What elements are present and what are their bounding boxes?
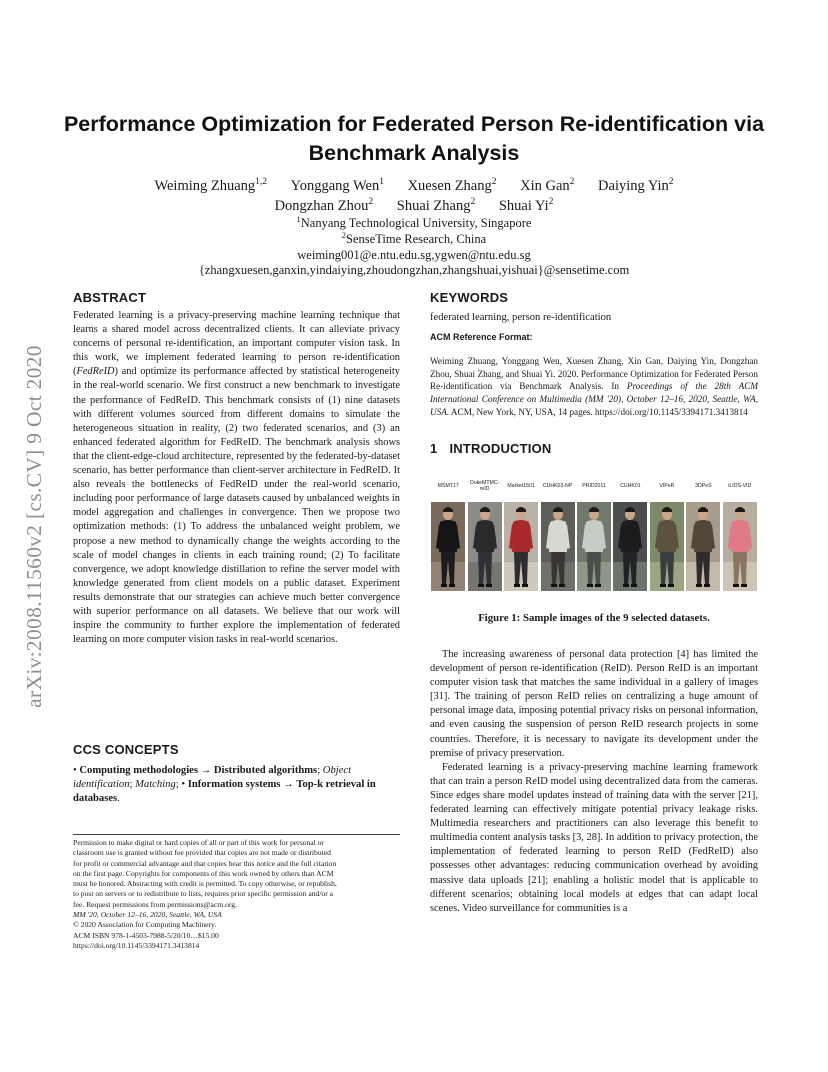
affiliations	[60, 213, 768, 279]
email-line: weiming001@e.ntu.edu.sg,ygwen@ntu.edu.sg	[297, 247, 531, 262]
figure-dataset-label: CUHK03-NP	[542, 483, 573, 489]
introduction-body	[430, 648, 758, 916]
figure-sample-image	[577, 502, 611, 591]
acm-reference-heading: ACM Reference Format:	[430, 332, 533, 342]
ccs-heading: CCS CONCEPTS	[73, 742, 179, 757]
author-row-1	[60, 176, 768, 196]
figure-dataset-label: VIPeR	[659, 483, 675, 489]
affiliation: $^1$Nanyang Technological University, Singapore	[296, 213, 532, 230]
figure-dataset-label: DukeMTMC-reID	[469, 480, 500, 492]
keywords-text: federated learning, person re-identification	[430, 312, 612, 323]
figure-sample-image	[541, 502, 575, 591]
author: Dongzhan Zhou$^2$	[274, 197, 374, 214]
figure-dataset-labels	[430, 480, 758, 499]
author: Shuai Zhang$^2$	[396, 197, 476, 214]
acm-reference-text: Weiming Zhuang, Yonggang Wen, Xuesen Zhang, Xin Gan, Daiying Yin, Dongzhan Zhou, Shuai Zhang, and Shuai Yi. 2020. Performance Optimization for Federated Person Re-identification via Benchmark Analysis. In Proceedings of the 28th ACM International Conference on Multimedia (MM '20), October 12–16, 2020, Seattle, WA, USA. ACM, New York, NY, USA, 14 pages. https://doi.org/10.1145/3394171.3413814	[430, 356, 759, 417]
author: Xuesen Zhang$^2$	[407, 177, 497, 194]
author: Shuai Yi$^2$	[498, 197, 554, 214]
intro-paragraph: The increasing awareness of personal data protection [4] has limited the development of person re-identification (ReID). Person ReID is an important computer vision task that matches the same individual in a gallery of images [31]. The training of person ReID relies on centralizing a huge amount of personal image data, imposing potential privacy risks on personal information, and even causing the suspension of person ReID research projects in some countries. Therefore, it is necessary to navigate its development under the premise of privacy preservation.	[430, 649, 758, 759]
figure-1	[430, 480, 758, 593]
figure-sample-image	[650, 502, 684, 591]
arxiv-stamp-text: arXiv:2008.11560v2 [cs.CV] 9 Oct 2020	[21, 344, 46, 708]
author-row-2	[60, 196, 768, 216]
figure-dataset-label: 3DPeS	[695, 483, 712, 489]
keywords-heading: KEYWORDS	[430, 290, 509, 305]
introduction-heading: 1 INTRODUCTION	[430, 441, 552, 456]
figure-caption: Figure 1: Sample images of the 9 selected datasets.	[478, 612, 710, 624]
author: Weiming Zhuang$^{1,2}$	[154, 177, 268, 194]
figure-sample-image	[504, 502, 538, 591]
abstract-heading: ABSTRACT	[73, 290, 147, 305]
figure-sample-image	[468, 502, 502, 591]
doi-link[interactable]: https://doi.org/10.1145/3394171.3413814	[73, 940, 200, 950]
author: Xin Gan$^2$	[520, 177, 575, 194]
author: Yonggang Wen$^1$	[290, 177, 384, 194]
arxiv-stamp	[4, 295, 64, 757]
figure-sample-image	[723, 502, 757, 591]
figure-dataset-label: Market1501	[507, 483, 535, 489]
figure-dataset-label: CUHK01	[620, 483, 641, 489]
permission-footnote: Permission to make digital or hard copies of all or part of this work for personal or classroom use is granted without fee provided that copies are not made or distributed for profit or commercial advantage and that copies bear this notice and the full citation on the first page. Copyrights for components of this work owned by others than ACM must be honored. Abstracting with credit is permitted. To copy otherwise, or republish, to post on servers or to redistribute to lists, requires prior specific permission and/or a fee. Request permissions from permissions@acm.org. MM '20, October 12–16, 2020, Seattle, WA, USA © 2020 Association for Computing Machinery. ACM ISBN 978-1-4503-7988-5/20/10…$15.00 https://doi.org/10.1145/3394171.3413814	[73, 838, 400, 951]
author: Daiying Yin$^2$	[598, 177, 674, 194]
ccs-concepts: • Computing methodologies → Distributed algorithms; Object identification; Matching; • Information systems → Top-k retrieval in databases.	[73, 765, 376, 805]
figure-sample-image	[686, 502, 720, 591]
figure-dataset-label: PRID2011	[582, 483, 606, 489]
abstract-body: Federated learning is a privacy-preserving machine learning technique that learns a shared model across decentralized clients. It can alleviate privacy concerns of personal re-identification, an important computer vision task. In this work, we implement federated learning to person re-identification (FedReID) and optimize its performance affected by statistical heterogeneity in the real-world scenario. We first construct a new benchmark to investigate the performance of FedReID. This benchmark consists of (1) nine datasets with different volumes sourced from different domains to simulate the heterogeneous situation in reality, (2) two federated scenarios, and (3) an enhanced federated algorithm for FedReID. The benchmark analysis shows that the client-edge-cloud architecture, represented by the federated-by-dataset scenario, has better performance than client-server architecture in FedReID. It also reveals the bottlenecks of FedReID under the real-world scenario, including poor performance of large datasets caused by unbalanced weights in model aggregation and challenges in convergence. Then we propose two optimization methods: (1) To address the unbalanced weight problem, we propose a new method to dynamically change the weights according to the scale of model changes in clients in each training round; (2) To facilitate convergence, we adopt knowledge distillation to refine the server model with knowledge generated from client models on a public dataset. Experiment results demonstrate that our strategies can achieve much better convergence with superior performance on all datasets. We believe that our work will inspire the community to further explore the implementation of federated learning on more computer vision tasks in real-world scenarios.	[73, 310, 400, 646]
figure-sample-image	[613, 502, 647, 591]
affiliation: $^2$SenseTime Research, China	[341, 229, 487, 246]
paper-title: Performance Optimization for Federated Person Re-identification via Benchmark Analysis	[63, 112, 765, 165]
figure-dataset-label: MSMT17	[437, 483, 459, 489]
figure-image-strip	[430, 502, 758, 591]
footnote-divider	[73, 834, 400, 835]
intro-paragraph: Federated learning is a privacy-preserving machine learning framework that can train a person ReID model using decentralized data from the cameras. Since edges share model updates instead of training data with the server [21], federated learning can effectively mitigate potential privacy leakage risks. Multimedia researchers and practitioners can also leverage this benefit to multimedia content analysis tasks [3, 28]. In addition to privacy protection, the implementation of federated learning to person ReID (FedReID) also possesses other advantages: reducing communication overhead by avoiding massive data uploads [21]; enabling a holistic model that is applicable to different scenarios; obtaining local models at edges that can adapt local scenes. Video surveillance for communities is a	[430, 761, 758, 914]
email-line: {zhangxuesen,ganxin,yindaiying,zhoudongzhan,zhangshuai,yishuai}@sensetime.com	[198, 263, 630, 278]
figure-sample-image	[431, 502, 465, 591]
author-list	[60, 176, 768, 216]
figure-dataset-label: iLIDS-VID	[728, 483, 752, 489]
